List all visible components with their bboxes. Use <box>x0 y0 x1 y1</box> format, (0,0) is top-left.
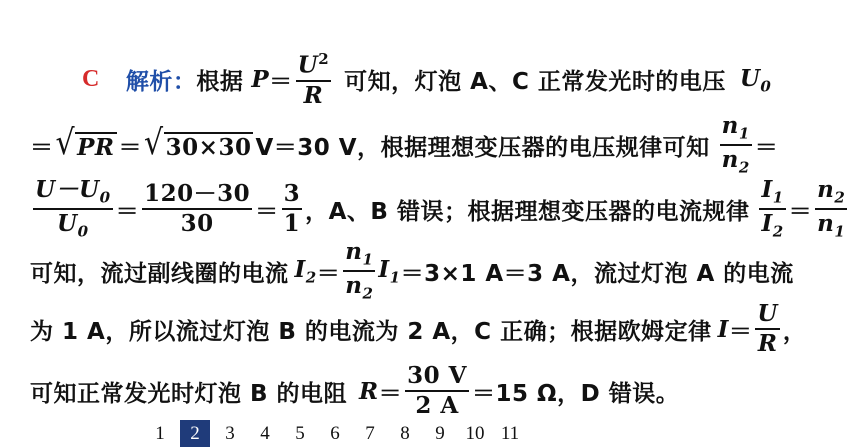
var-n: n <box>721 112 739 139</box>
page-4[interactable]: 4 <box>260 422 270 444</box>
pagination <box>145 420 530 447</box>
text: 可知，流过副线圈的电流 <box>30 260 289 287</box>
denominator: 30 <box>180 210 214 238</box>
text: ＝3×1 A＝3 A，流过灯泡 A 的电流 <box>400 260 794 287</box>
page-6[interactable]: 6 <box>330 422 340 444</box>
var-n: n <box>345 238 363 265</box>
page-10[interactable]: 10 <box>465 422 485 444</box>
denominator: 2 A <box>415 392 459 420</box>
var-R: R <box>757 330 778 358</box>
subscript: 2 <box>738 158 750 177</box>
subscript: 2 <box>772 222 784 241</box>
line-3 <box>30 176 846 241</box>
fraction-n1-over-n2 <box>343 240 375 303</box>
page-7[interactable]: 7 <box>365 422 375 444</box>
numerator: 120－30 <box>142 182 252 210</box>
radicand: PR <box>77 134 115 162</box>
text: 可知，灯泡 A、C 正常发光时的电压 <box>344 69 726 96</box>
numerator: U－U <box>35 176 100 203</box>
equals: ＝ <box>255 197 279 225</box>
var-R: R <box>359 377 379 405</box>
text: 可知正常发光时灯泡 B 的电阻 <box>30 380 348 407</box>
equals: ＝ <box>754 133 779 161</box>
text: 根据 <box>196 69 244 96</box>
exponent: 2 <box>318 50 330 68</box>
equals: ＝ <box>115 197 140 225</box>
line-2 <box>30 112 779 177</box>
fraction-3-over-1 <box>282 182 303 236</box>
subscript: 2 <box>305 268 317 287</box>
var-U: U <box>57 210 78 238</box>
var-n: n <box>345 272 363 300</box>
equals: ＝ <box>30 133 54 161</box>
equals: ＝ <box>788 197 813 225</box>
subscript: 2 <box>834 188 846 207</box>
var-I: I <box>761 176 773 203</box>
equals: ＝ <box>378 379 403 407</box>
denominator: 1 <box>283 210 301 238</box>
page-2[interactable]: 2 <box>180 420 210 447</box>
var-U: U <box>739 64 761 92</box>
sqrt-30x30 <box>144 123 253 164</box>
var-R: R <box>303 81 324 109</box>
var-n: n <box>817 210 835 238</box>
var-I: I <box>761 210 773 238</box>
page-1[interactable]: 1 <box>155 422 165 444</box>
numerator: 3 <box>282 182 303 210</box>
subscript: 0 <box>77 222 89 241</box>
line-4 <box>30 238 794 303</box>
text: ，A、B 错误；根据理想变压器的电流规律 <box>305 198 750 225</box>
var-P: P <box>251 66 270 94</box>
var-n: n <box>817 176 835 203</box>
var-I: I <box>378 256 390 284</box>
answer-letter: C <box>82 66 100 93</box>
var-I1 <box>378 256 400 287</box>
subscript: 1 <box>389 268 401 287</box>
numerator: 30 V <box>405 364 469 392</box>
subscript: 1 <box>362 250 374 269</box>
page-11[interactable]: 11 <box>500 422 520 444</box>
subscript: 1 <box>834 222 846 241</box>
var-n: n <box>721 146 739 174</box>
fraction-numeric <box>142 182 252 236</box>
text: ＝15 Ω，D 错误。 <box>472 380 680 407</box>
subscript: 0 <box>760 77 772 96</box>
line-6 <box>30 364 770 418</box>
var-U0 <box>740 65 772 96</box>
subscript: 1 <box>738 124 750 143</box>
page-5[interactable]: 5 <box>295 422 305 444</box>
text: V＝30 V，根据理想变压器的电压规律可知 <box>255 134 710 161</box>
fraction-u-minus-u0-over-u0 <box>33 178 113 241</box>
fraction-n2-over-n1 <box>815 178 847 241</box>
fraction-i1-over-i2 <box>759 178 785 241</box>
page-9[interactable]: 9 <box>435 422 445 444</box>
fraction-30v-over-2a <box>405 364 469 418</box>
text: 为 1 A，所以流过灯泡 B 的电流为 2 A，C 正确；根据欧姆定律 <box>30 318 712 345</box>
equals: ＝ <box>269 68 293 96</box>
radical-sign: √ <box>55 123 76 164</box>
line-5 <box>30 300 807 358</box>
text: ， <box>782 318 807 345</box>
var-U: U <box>755 302 780 330</box>
equals: ＝ <box>118 133 143 161</box>
equals: ＝ <box>728 317 753 345</box>
subscript: 1 <box>772 188 784 207</box>
analysis-label: 解析： <box>125 69 197 96</box>
equals: ＝ <box>316 259 341 287</box>
fraction-n1-over-n2 <box>720 114 752 177</box>
line-1 <box>30 52 770 108</box>
sqrt-pr <box>55 123 117 164</box>
var-I: I <box>294 256 306 284</box>
page-3[interactable]: 3 <box>225 422 235 444</box>
subscript: 2 <box>362 284 374 303</box>
var-I2 <box>295 256 317 287</box>
page-8[interactable]: 8 <box>400 422 410 444</box>
radicand: 30×30 <box>165 134 252 162</box>
var-U: U <box>297 51 319 79</box>
fraction-u2-over-r <box>296 52 332 108</box>
fraction-u-over-r <box>755 302 780 356</box>
subscript: 0 <box>99 188 111 207</box>
var-I: I <box>717 315 729 343</box>
radical-sign: √ <box>144 123 164 164</box>
